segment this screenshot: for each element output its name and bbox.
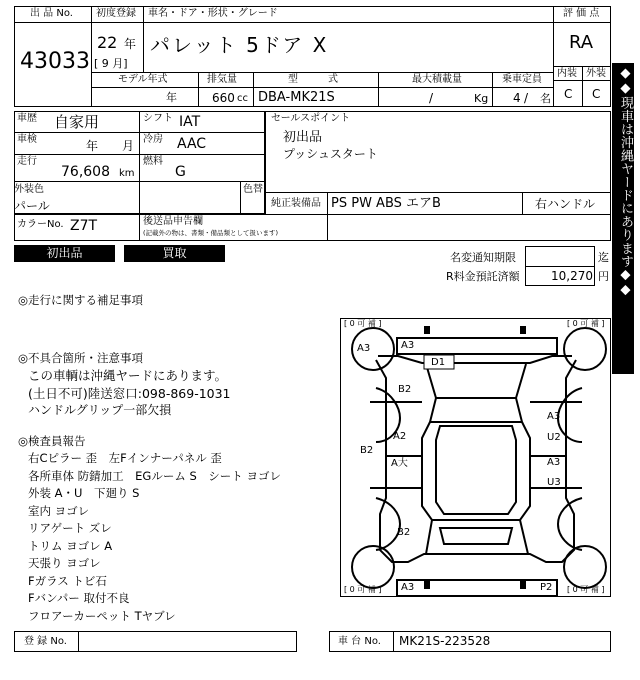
type-label: 型 式 [288, 74, 338, 85]
fuel-value: G [175, 164, 186, 180]
lot-number-label: 出 品 No. [30, 8, 73, 19]
car-name: パレット 5ドア X [150, 33, 329, 57]
note-line: (土日不可)陸送窓口:098-869-1031 [28, 385, 231, 401]
note-line: 天張り ヨゴレ [28, 556, 101, 570]
displacement-label: 排気量 [207, 74, 237, 85]
sales-point-line: プッシュスタート [283, 147, 378, 161]
notes-heading: ◎走行に関する補足事項 [18, 293, 144, 307]
car-outline-diagram [340, 318, 611, 597]
capacity-unit: 名 [540, 92, 551, 105]
damage-mark: A2 [393, 431, 407, 442]
notes-heading: ◎検査員報告 [18, 433, 86, 448]
mileage-label: 走行 [17, 156, 37, 167]
damage-mark: A大 [391, 458, 408, 469]
exterior-label: 外装 [586, 68, 606, 79]
lot-number: 43033 [20, 49, 90, 74]
color-no-label: カラーNo. [17, 219, 64, 230]
fuel-label: 燃料 [143, 156, 163, 167]
side-banner-text: ◆◆現車は沖縄ヤードにあります◆◆ [618, 66, 633, 298]
sales-point-label: セールスポイント [271, 113, 351, 124]
genuine-label: 純正装備品 [271, 198, 321, 209]
capacity-label: 乗車定員 [502, 74, 542, 85]
name-change-unit: 迄 [598, 251, 609, 264]
note-line: 室内 ヨゴレ [28, 503, 90, 518]
note-line: 外装 A・U 下廻り S [28, 486, 140, 500]
note-line: リアゲート ズレ [28, 521, 112, 535]
damage-mark: B2 [398, 384, 412, 395]
damage-mark: D1 [431, 357, 446, 368]
inspection-label: 車検 [17, 134, 37, 145]
ac-value: AAC [177, 136, 207, 152]
damage-mark: U3 [547, 477, 561, 488]
postfit-note: (記載外の物は、書類・備品類として扱います) [143, 229, 279, 237]
ac-label: 冷房 [143, 134, 163, 145]
reg-year: 22 [97, 33, 118, 52]
reg-year-unit: 年 [124, 37, 137, 51]
displacement-unit: cc [237, 93, 248, 104]
note-line: トリム ヨゴレ A [28, 538, 113, 553]
steering-value: 右ハンドル [535, 197, 596, 211]
genuine-value: PS PW ABS エアB [331, 196, 441, 211]
recycle-unit: 円 [598, 270, 609, 283]
note-line: この車輌は沖縄ヤードにあります。 [28, 368, 228, 383]
corner-tl-label: [ 0 可 補 ] [344, 319, 382, 328]
recycle-label: R料金預託済額 [446, 270, 520, 283]
name-change-field [525, 246, 595, 267]
model-type: DBA-MK21S [258, 90, 335, 105]
purchase-badge: 買取 [124, 245, 225, 262]
notes-section [18, 292, 338, 625]
exterior-score: C [592, 87, 601, 101]
name-change-label: 名変通知期限 [450, 251, 516, 264]
history-label: 車歴 [17, 113, 37, 124]
max-load-slash: / [429, 91, 434, 105]
chassis-no: MK21S-223528 [399, 634, 491, 648]
max-load-unit: Kg [474, 92, 489, 105]
inspection-year-unit: 年 [86, 139, 99, 153]
note-line: Fバンパー 取付不良 [28, 591, 130, 605]
history-value: 自家用 [54, 113, 100, 131]
color-value: パール [14, 199, 50, 213]
sales-point-line: 初出品 [283, 130, 323, 145]
interior-label: 内装 [557, 68, 577, 79]
chassis-label: 車 台 No. [338, 636, 381, 647]
first-listing-badge: 初出品 [14, 245, 115, 262]
displacement: 660 [212, 91, 235, 105]
reg-month: [ 9 月] [94, 57, 128, 70]
corner-bl-label: [ 0 可 補 ] [344, 585, 382, 594]
score-label: 評 価 点 [563, 8, 600, 19]
damage-mark: A3 [401, 582, 415, 593]
capacity: 4 [513, 91, 521, 105]
model-year-unit: 年 [166, 91, 177, 104]
damage-mark: B2 [360, 445, 374, 456]
capacity-slash: / [524, 91, 529, 105]
postfit-label: 後送品申告欄 [143, 216, 203, 227]
inspection-month-unit: 月 [122, 139, 135, 153]
note-line: 右Cピラー 歪 左Fインナーパネル 歪 [28, 451, 222, 465]
damage-mark: A3 [401, 340, 415, 351]
color-no-box [14, 214, 611, 241]
damage-mark: A3 [547, 457, 561, 468]
mileage-value: 76,608 [61, 164, 110, 180]
damage-mark: P2 [540, 582, 553, 593]
color-label: 外装色 [14, 184, 44, 195]
repaint-label: 色替 [243, 184, 263, 195]
note-line: Fガラス トビ石 [28, 573, 107, 588]
recycle-amount: 10,270 [551, 269, 593, 283]
shift-value: IAT [179, 114, 201, 130]
damage-mark: A3 [547, 411, 561, 422]
model-name-label: 車名・ドア・形状・グレード [148, 8, 278, 19]
max-load-label: 最大積載量 [412, 74, 462, 85]
note-line: 各所車体 防錆加工 EGルーム S シート ヨゴレ [28, 468, 281, 483]
shift-label: シフト [143, 113, 173, 124]
corner-br-label: [ 0 可 補 ] [567, 585, 605, 594]
corner-tr-label: [ 0 可 補 ] [567, 319, 605, 328]
damage-mark: A3 [357, 343, 371, 354]
interior-score: C [564, 87, 573, 101]
notes-heading: ◎不具合箇所・注意事項 [18, 350, 144, 365]
reg-no-label: 登 録 No. [24, 636, 67, 647]
score-value: RA [569, 32, 594, 53]
model-year-label: モデル年式 [118, 74, 168, 85]
note-line: ハンドルグリップ一部欠損 [28, 403, 172, 417]
color-no-value: Z7T [70, 218, 98, 234]
first-reg-label: 初度登録 [96, 8, 136, 19]
damage-mark: B2 [397, 527, 411, 538]
note-line: フロアーカーペット Tヤブレ [28, 608, 176, 623]
damage-mark: U2 [547, 432, 561, 443]
mileage-unit: km [119, 168, 135, 179]
